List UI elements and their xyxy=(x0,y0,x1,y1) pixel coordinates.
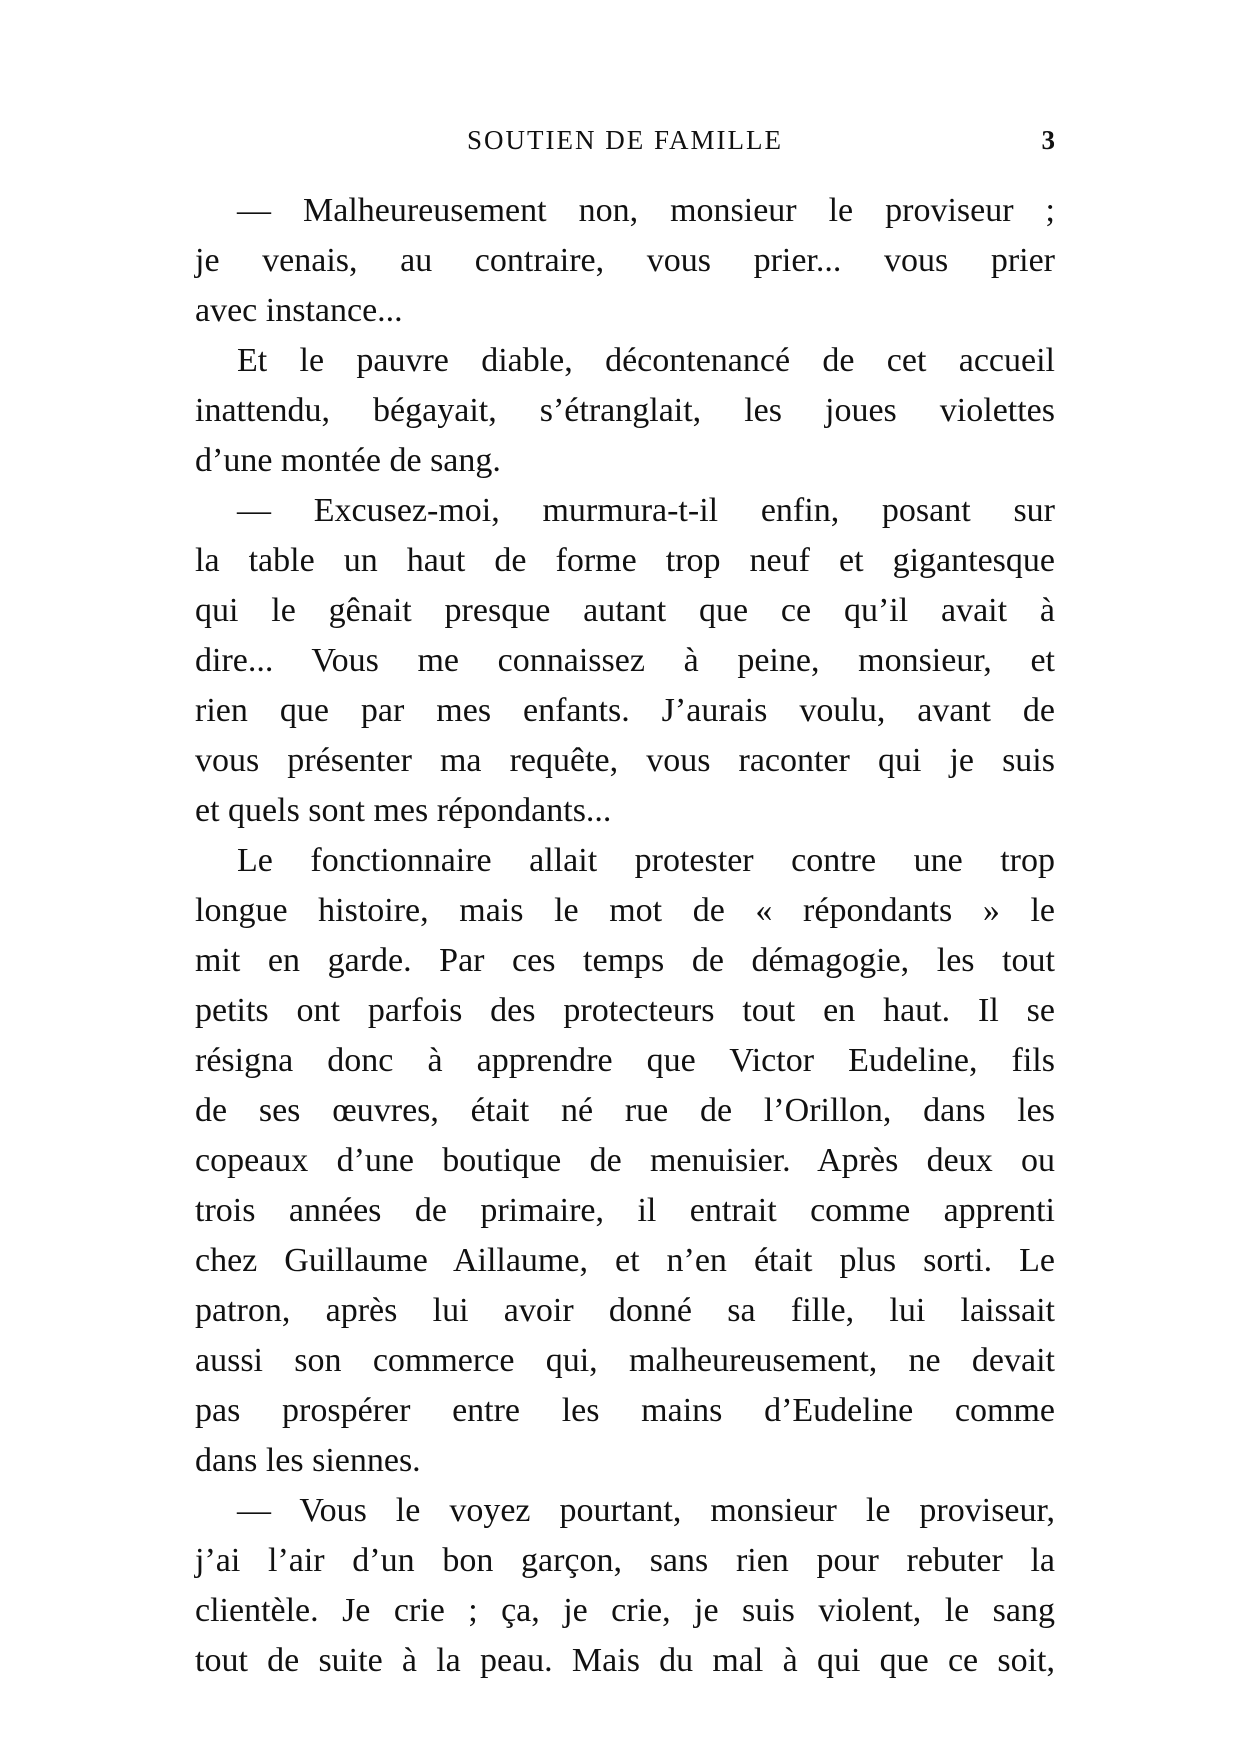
text-line: trois années de primaire, il entrait comme apprenti xyxy=(195,1192,1055,1229)
text-line: qui le gênait presque autant que ce qu’il avait à xyxy=(195,592,1055,629)
text-line: mit en garde. Par ces temps de démagogie, les tout xyxy=(195,942,1055,979)
text-line: Le fonctionnaire allait protester contre une trop xyxy=(237,842,1055,879)
running-title: SOUTIEN DE FAMILLE xyxy=(467,125,783,155)
running-head xyxy=(195,125,1055,165)
text-line: dire... Vous me connaissez à peine, monsieur, et xyxy=(195,642,1055,679)
text-line: — Excusez-moi, murmura-t-il enfin, posant sur xyxy=(237,492,1055,529)
text-line: et quels sont mes répondants... xyxy=(195,792,612,829)
text-line: la table un haut de forme trop neuf et gigantesque xyxy=(195,542,1055,579)
text-line: patron, après lui avoir donné sa fille, lui laissait xyxy=(195,1292,1055,1329)
text-line: je venais, au contraire, vous prier... vous prier xyxy=(195,242,1055,279)
text-line: j’ai l’air d’un bon garçon, sans rien pour rebuter la xyxy=(195,1542,1055,1579)
text-line: de ses œuvres, était né rue de l’Orillon, dans les xyxy=(195,1092,1055,1129)
text-line: copeaux d’une boutique de menuisier. Après deux ou xyxy=(195,1142,1055,1179)
text-line: chez Guillaume Aillaume, et n’en était plus sorti. Le xyxy=(195,1242,1055,1279)
text-line: vous présenter ma requête, vous raconter qui je suis xyxy=(195,742,1055,779)
text-line: dans les siennes. xyxy=(195,1442,421,1479)
text-line: rien que par mes enfants. J’aurais voulu, avant de xyxy=(195,692,1055,729)
text-line: clientèle. Je crie ; ça, je crie, je suis violent, le sang xyxy=(195,1592,1055,1629)
text-line: inattendu, bégayait, s’étranglait, les joues violettes xyxy=(195,392,1055,429)
text-line: Et le pauvre diable, décontenancé de cet accueil xyxy=(237,342,1055,379)
page-number: 3 xyxy=(1041,125,1055,155)
text-line: pas prospérer entre les mains d’Eudeline comme xyxy=(195,1392,1055,1429)
text-line: aussi son commerce qui, malheureusement, ne devait xyxy=(195,1342,1055,1379)
text-line: — Malheureusement non, monsieur le proviseur ; xyxy=(237,192,1055,229)
text-line: petits ont parfois des protecteurs tout en haut. Il se xyxy=(195,992,1055,1029)
text-line: résigna donc à apprendre que Victor Eudeline, fils xyxy=(195,1042,1055,1079)
text-line: d’une montée de sang. xyxy=(195,442,501,479)
text-line: avec instance... xyxy=(195,292,403,329)
text-line: longue histoire, mais le mot de « répondants » le xyxy=(195,892,1055,929)
body-text xyxy=(195,186,1055,1686)
text-line: — Vous le voyez pourtant, monsieur le proviseur, xyxy=(237,1492,1055,1529)
text-line: tout de suite à la peau. Mais du mal à qui que ce soit, xyxy=(195,1642,1055,1679)
